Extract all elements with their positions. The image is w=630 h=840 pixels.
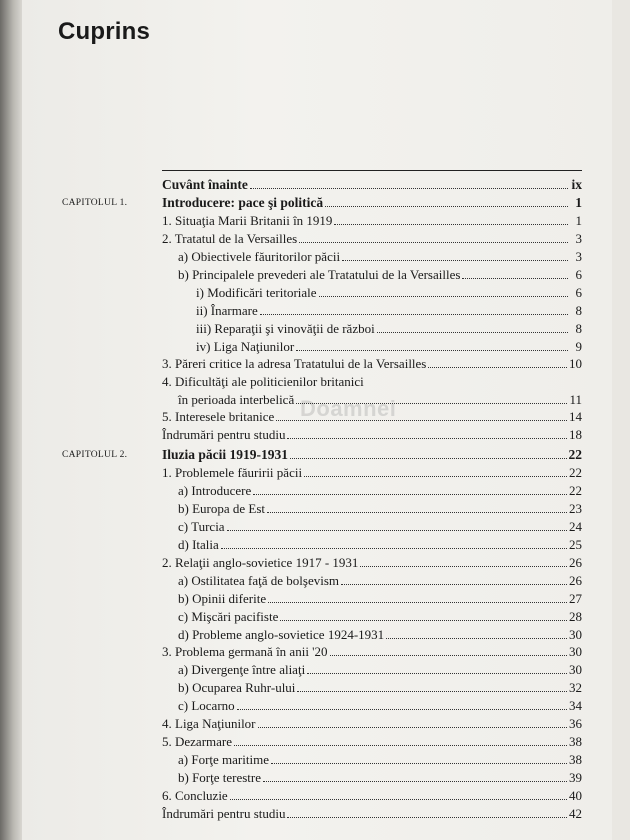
toc-entry[interactable] <box>162 787 582 805</box>
toc-entry-title: a) Obiectivele făuritorilor păcii <box>178 249 341 264</box>
leader-dots <box>386 626 567 639</box>
toc-page-number: 22 <box>569 483 582 498</box>
toc-entry-title: 3. Păreri critice la adresa Tratatului de la Versailles <box>162 356 427 371</box>
leader-dots <box>280 608 567 621</box>
toc-entry-title: 1. Situaţia Marii Britanii în 1919 <box>162 213 333 228</box>
leader-dots <box>325 194 568 207</box>
toc-page-number: 23 <box>569 501 582 516</box>
toc-entry-title: b) Opinii diferite <box>178 591 267 606</box>
toc-entry[interactable] <box>162 194 582 212</box>
leader-dots <box>263 769 567 782</box>
toc-entry[interactable] <box>178 500 582 518</box>
toc-entry-title: a) Divergenţe între aliaţi <box>178 662 306 677</box>
toc-page-number: 24 <box>569 519 582 534</box>
toc-page-number: 18 <box>569 427 582 442</box>
leader-dots <box>250 176 568 189</box>
toc-entry[interactable] <box>162 373 364 391</box>
toc-entry-title: c) Locarno <box>178 698 235 713</box>
toc-entry[interactable] <box>178 697 582 715</box>
toc-entry-title: a) Forţe maritime <box>178 752 269 767</box>
toc-entry-title: Introducere: pace şi politică <box>162 195 324 210</box>
toc-entry[interactable] <box>162 464 582 482</box>
toc-entry[interactable] <box>178 590 582 608</box>
leader-dots <box>334 212 568 225</box>
toc-entry-title: 5. Interesele britanice <box>162 409 275 424</box>
toc-entry-title: Îndrumări pentru studiu <box>162 427 286 442</box>
toc-entry-title: 4. Liga Naţiunilor <box>162 716 256 731</box>
toc-page-number: 27 <box>569 591 582 606</box>
toc-entry[interactable] <box>196 284 582 302</box>
toc-entry[interactable] <box>178 626 582 644</box>
chapter-label: CAPITOLUL 1. <box>62 198 128 208</box>
toc-page-number: 34 <box>569 698 582 713</box>
toc-entry[interactable] <box>178 266 582 284</box>
toc-entry-title: b) Ocuparea Ruhr-ului <box>178 680 296 695</box>
toc-entry-title: d) Italia <box>178 537 219 552</box>
toc-entry[interactable] <box>178 679 582 697</box>
toc-entry-title: d) Probleme anglo-sovietice 1924-1931 <box>178 627 385 642</box>
toc-entry[interactable] <box>162 643 582 661</box>
toc-page-number: 10 <box>569 356 582 371</box>
toc-entry[interactable] <box>162 355 582 373</box>
leader-dots <box>330 643 567 656</box>
leader-dots <box>296 391 567 404</box>
toc-page-number: 8 <box>575 321 582 336</box>
watermark-text: Doamnei <box>300 396 397 421</box>
toc-page-number: 22 <box>569 465 582 480</box>
leader-dots <box>304 464 567 477</box>
toc-entry[interactable] <box>178 391 582 409</box>
toc-page-number: 1 <box>575 213 582 228</box>
toc-page-number: 28 <box>569 609 582 624</box>
toc-entry-title: 1. Problemele făuririi păcii <box>162 465 303 480</box>
toc-page-number: 8 <box>575 303 582 318</box>
toc-entry[interactable] <box>162 212 582 230</box>
toc-page-number: 26 <box>569 573 582 588</box>
toc-entry[interactable] <box>162 554 582 572</box>
toc-entry[interactable] <box>162 805 582 823</box>
toc-entry-title: b) Europa de Est <box>178 501 266 516</box>
toc-entry-title: 3. Problema germană în anii '20 <box>162 644 328 659</box>
toc-entry-title: a) Introducere <box>178 483 252 498</box>
leader-dots <box>258 715 567 728</box>
toc-entry[interactable] <box>162 715 582 733</box>
toc-entry[interactable] <box>196 338 582 356</box>
leader-dots <box>299 230 568 243</box>
leader-dots <box>319 284 568 297</box>
toc-entry[interactable] <box>162 733 582 751</box>
toc-page-number: ix <box>571 177 582 192</box>
page-title: Cuprins <box>58 18 151 45</box>
toc-page-number: 3 <box>575 249 582 264</box>
leader-dots <box>234 733 567 746</box>
toc-entry-title: ii) Înarmare <box>196 303 258 318</box>
leader-dots <box>287 805 567 818</box>
leader-dots <box>342 248 568 261</box>
toc-entry[interactable] <box>178 572 582 590</box>
toc-entry[interactable] <box>162 446 582 464</box>
toc-entry[interactable] <box>178 536 582 554</box>
leader-dots <box>227 518 567 531</box>
toc-page-number: 32 <box>569 680 582 695</box>
toc-entry[interactable] <box>178 518 582 536</box>
toc-entry[interactable] <box>178 608 582 626</box>
toc-entry[interactable] <box>178 769 582 787</box>
toc-entry-title: 5. Dezarmare <box>162 734 233 749</box>
toc-entry-title: b) Forţe terestre <box>178 770 262 785</box>
toc-page-number: 6 <box>575 285 582 300</box>
toc-entry[interactable] <box>196 320 582 338</box>
toc-entry[interactable] <box>162 230 582 248</box>
toc-page-number: 36 <box>569 716 582 731</box>
toc-page-number: 3 <box>575 231 582 246</box>
toc-page-number: 26 <box>569 555 582 570</box>
toc-entry[interactable] <box>178 248 582 266</box>
toc-entry-title: i) Modificări teritoriale <box>196 285 317 300</box>
toc-entry-title: Îndrumări pentru studiu <box>162 806 286 821</box>
leader-dots <box>307 661 567 674</box>
leader-dots <box>221 536 567 549</box>
toc-entry-title: b) Principalele prevederi ale Tratatului de la Versailles <box>178 267 461 282</box>
leader-dots <box>276 408 567 421</box>
leader-dots <box>253 482 567 495</box>
toc-entry-title: iv) Liga Naţiunilor <box>196 339 295 354</box>
toc-entry[interactable] <box>162 176 582 194</box>
toc-entry[interactable] <box>196 302 582 320</box>
leader-dots <box>297 679 567 692</box>
leader-dots <box>230 787 567 800</box>
toc-entry[interactable] <box>178 661 582 679</box>
leader-dots <box>290 446 566 459</box>
toc-page-number: 1 <box>575 195 582 210</box>
toc-entry-title: iii) Reparaţii şi vinovăţii de război <box>196 321 375 336</box>
toc-entry[interactable] <box>162 408 582 426</box>
toc-page-number: 25 <box>569 537 582 552</box>
toc-page-number: 30 <box>569 662 582 677</box>
toc-entry-title: c) Turcia <box>178 519 225 534</box>
leader-dots <box>296 338 568 351</box>
leader-dots <box>237 697 567 710</box>
toc-entry-title: 6. Concluzie <box>162 788 228 803</box>
leader-dots <box>268 590 567 603</box>
toc-page-number: 40 <box>569 788 582 803</box>
toc-page-number: 38 <box>569 752 582 767</box>
toc-entry[interactable] <box>178 751 582 769</box>
toc-page-number: 42 <box>569 806 582 821</box>
leader-dots <box>428 355 567 368</box>
toc-entry-title: în perioada interbelică <box>178 392 295 407</box>
toc-entry-title: a) Ostilitatea faţă de bolşevism <box>178 573 340 588</box>
toc-page-number: 11 <box>569 392 582 407</box>
chapter-label: CAPITOLUL 2. <box>62 450 128 460</box>
toc-entry[interactable] <box>162 426 582 444</box>
toc-page-number: 39 <box>569 770 582 785</box>
leader-dots <box>271 751 567 764</box>
toc-page-number: 30 <box>569 644 582 659</box>
toc-entry-title: 2. Tratatul de la Versailles <box>162 231 298 246</box>
toc-page-number: 38 <box>569 734 582 749</box>
toc-page-number: 6 <box>575 267 582 282</box>
toc-page-number: 14 <box>569 409 582 424</box>
toc-page-number: 30 <box>569 627 582 642</box>
toc-entry-title: 4. Dificultăţi ale politicienilor britanici <box>162 374 364 389</box>
leader-dots <box>267 500 567 513</box>
toc-entry-title: 2. Relaţii anglo-sovietice 1917 - 1931 <box>162 555 359 570</box>
leader-dots <box>260 302 568 315</box>
toc-page-number: 22 <box>568 447 582 462</box>
toc-page-number: 9 <box>575 339 582 354</box>
leader-dots <box>377 320 568 333</box>
leader-dots <box>462 266 568 279</box>
toc-entry-title: Iluzia păcii 1919-1931 <box>162 447 289 462</box>
toc-entry-title: c) Mişcări pacifiste <box>178 609 279 624</box>
toc-entry-title: Cuvânt înainte <box>162 177 248 192</box>
toc-entry[interactable] <box>178 482 582 500</box>
leader-dots <box>287 426 567 439</box>
leader-dots <box>360 554 567 567</box>
leader-dots <box>341 572 567 585</box>
